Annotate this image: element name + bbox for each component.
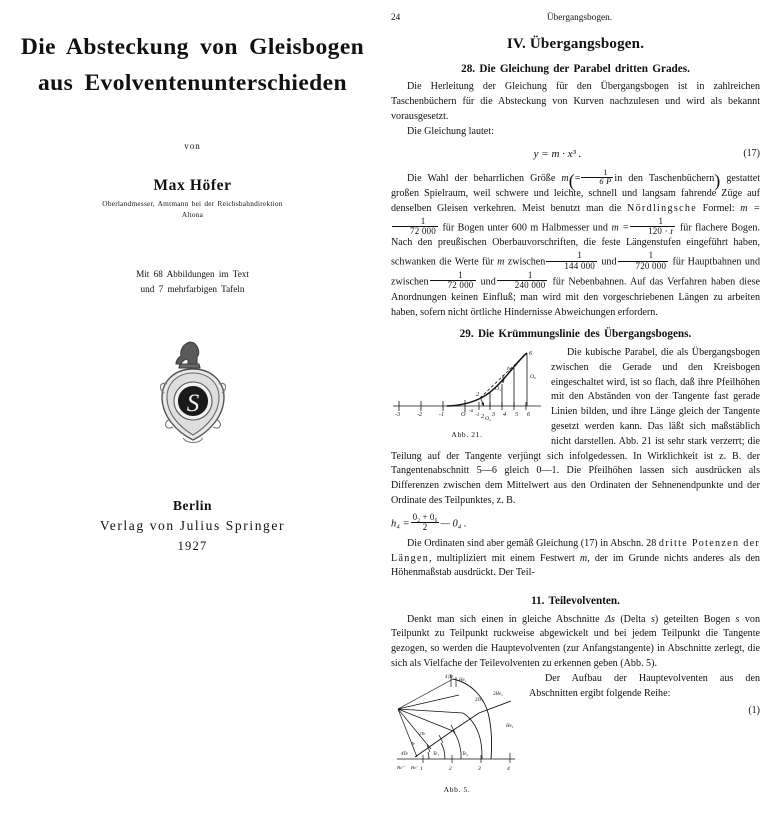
emblem-letter: S bbox=[186, 389, 199, 417]
fig21-xtick-5: 5 bbox=[515, 410, 519, 418]
fig5-xtick-1: 1 bbox=[420, 765, 423, 772]
fraction-1-over-120r bbox=[630, 217, 675, 237]
p28-3-text-m: und bbox=[601, 256, 617, 268]
fraction-1-over-72000 bbox=[392, 217, 438, 237]
author-affiliation bbox=[10, 199, 375, 221]
fraction-denominator: 72 000 bbox=[447, 280, 474, 291]
fig5-xtick-2: 2 bbox=[449, 765, 452, 772]
fraction-denominator: 720 000 bbox=[635, 260, 667, 271]
fraction-denominator: 144 000 bbox=[564, 260, 595, 271]
publisher-city: Berlin bbox=[173, 497, 212, 513]
paragraph-29-1: Die kubische Parabel, die als Übergangsbogen zwischen die Gerade und den Kreisbogen eingeschaltet wird, ist so flach, daß ihre Pfeilhöhen mit den Abständen von der Tangente fast gerade Linien bilden, und ihre Länge gleich der Tangente gesetzt werden kann. Das läßt sich maßstäblich nicht darstellen. Abb. 21 ist sehr stark verzerrt; die Teilung auf der Tangente verjüngt sich infolgedessen. In Wirklichkeit ist z. B. der Tangentenabschnitt 5—6 gleich 0—1. Die Pfeilhöhen lassen sich ausdrücken als Differenzen zwischen dem Mittelwert aus den Ordinaten der Sehnenendpunkte und der Ordinate des Teilpunktes, z. B. bbox=[391, 346, 760, 507]
paragraph-28-1: Die Herleitung der Gleichung für den Übergangsbogen ist in zahlreichen Taschenbüchern für die Absteckung von Kurven nachzulesen und wird als bekannt vorausgesetzt. bbox=[391, 81, 760, 122]
p28-3-text-c: in den Taschenbüchern bbox=[614, 172, 715, 184]
fraction-denominator: 240 000 bbox=[514, 280, 546, 291]
variable-m-1: m bbox=[561, 172, 569, 184]
fig21-xtick--2: -2 bbox=[417, 410, 423, 418]
fig21-label-O6: O₆ bbox=[530, 373, 536, 380]
figure-21-cubic-parabola-diagram bbox=[391, 348, 543, 422]
p28-3-text-n: für Hauptbahnen und zwischen bbox=[391, 256, 760, 288]
fraction-numerator: 1 bbox=[581, 169, 613, 179]
fraction-numerator: 1 bbox=[497, 271, 548, 281]
fraction-1-over-144000 bbox=[546, 251, 597, 271]
figure-5-caption: Abb. 5. bbox=[443, 784, 471, 794]
figure-abb-5 bbox=[393, 673, 521, 795]
p28-3-text-d: gestattet großen Spielraum, weil schwere und leichte, schnell und langsam fahrende Züge auf denselben Gleisen verkehren. Meist benutzt man die bbox=[391, 172, 760, 214]
body-page bbox=[385, 0, 768, 817]
fig5-label-Te1: Te₁ bbox=[433, 751, 440, 757]
by-word: von bbox=[184, 141, 201, 152]
chapter-heading: IV. Übergangsbogen. bbox=[506, 35, 645, 52]
fig21-label-O4: O₄ bbox=[495, 385, 501, 392]
equation-17-body: y = m · x³ . bbox=[533, 148, 582, 161]
fig21-xtick--3: -3 bbox=[395, 410, 401, 418]
fraction-1-over-240000 bbox=[497, 271, 548, 291]
fig21-label-O2: O₂ bbox=[485, 415, 491, 422]
fraction-1-over-720000 bbox=[618, 251, 669, 271]
publisher-emblem bbox=[10, 338, 375, 448]
p11-1-text-b: (Delta bbox=[620, 613, 646, 625]
fig5-label-He2: 3Te₂ bbox=[475, 697, 484, 703]
paragraph-29-2 bbox=[391, 537, 760, 581]
figure-21-caption: Abb. 21. bbox=[451, 429, 483, 439]
fraction-denominator: 2 bbox=[422, 522, 428, 533]
section-11-heading: 11. Teilevolventen. bbox=[531, 595, 620, 608]
fig21-xtick-1: -1 bbox=[475, 411, 480, 418]
h4-left-side: h₄ = bbox=[391, 518, 410, 530]
fig21-label-h4: h₄ bbox=[507, 365, 512, 372]
book-title bbox=[10, 30, 375, 101]
p28-3-text-p: für Nebenbahnen. Auf das Verfahren haben diese Anordnungen keinen Einfluß; man wird mit den vorgeschriebenen Längen zu arbeiten haben, sofern nicht örtliche Hindernisse Abweichungen erfordern. bbox=[391, 276, 760, 318]
figure-5-involute-diagram bbox=[393, 673, 521, 777]
book-title-line-1: Die Absteckung von Gleisbogen bbox=[20, 34, 365, 60]
p29-2-text-a: Die Ordinaten sind aber gemäß Gleichung (17) in Abschn. 28 bbox=[407, 537, 657, 549]
fig5-label-Te2: Te₂ bbox=[462, 751, 469, 757]
close-paren-big: ) bbox=[714, 169, 721, 190]
publisher-year: 1927 bbox=[177, 538, 208, 553]
p28-3-text-j: für flachere Bogen. Nach den preußischen Oberbauvorschriften, die feste Längenstufen eingeführt haben, schwanken die Werte für bbox=[391, 222, 760, 268]
variable-s-1: s bbox=[650, 613, 655, 625]
equation-17-number: (17) bbox=[743, 148, 760, 160]
equation-h4-row bbox=[391, 513, 760, 533]
m-equals-2: m = bbox=[611, 222, 630, 234]
variable-s-2: s bbox=[735, 613, 740, 625]
open-paren-big: ( bbox=[568, 169, 575, 190]
fig21-xtick-4: 4 bbox=[503, 410, 507, 418]
p11-1-text-a: Denkt man sich einen in gleiche Abschnitte bbox=[407, 613, 600, 625]
author-name: Max Höfer bbox=[153, 177, 232, 195]
fraction-denominator: 120 · r bbox=[648, 226, 674, 237]
fig5-label-top-right: He₁ bbox=[459, 677, 467, 683]
fig21-xtick--1: -1 bbox=[439, 410, 445, 418]
author-affiliation-line-1: Oberlandmesser, Amtmann bei der Reichsbahndirektion bbox=[102, 199, 283, 209]
fig5-label-He3: He₃ bbox=[506, 723, 514, 729]
fraction-denominator: 6 P bbox=[599, 177, 612, 187]
p28-3-text-l: zwischen bbox=[507, 256, 546, 268]
fig21-xtick-small-a: -a bbox=[469, 407, 474, 414]
fig5-label-mid-b: Te bbox=[411, 740, 416, 746]
delta-s-symbol: Δs bbox=[605, 613, 615, 625]
figure-abb-21 bbox=[391, 348, 543, 440]
book-title-line-2: aus Evolventenunterschieden bbox=[38, 69, 347, 96]
p29-2-emphasis: dritte Potenzen der Längen bbox=[391, 537, 761, 564]
fraction-numerator: 1 bbox=[430, 271, 476, 281]
m-equals-1: m = bbox=[740, 202, 761, 214]
fig5-label-2He2: 2He₂ bbox=[493, 691, 503, 697]
running-header bbox=[391, 12, 760, 26]
paragraph-11-2: Der Aufbau der Hauptevolventen aus den Abschnitten ergibt folgende Reihe: bbox=[529, 672, 760, 699]
equals-sign-1: = bbox=[574, 172, 581, 184]
fig21-point-2: 2 bbox=[476, 390, 480, 398]
section-11-body bbox=[391, 613, 760, 795]
p11-1-text-d: ) geteilten Bogen bbox=[654, 613, 731, 625]
fig21-xtick-O: O bbox=[461, 410, 466, 418]
publisher-name: Verlag von Julius Springer bbox=[99, 518, 286, 534]
fig5-label-top-left: 4|Te bbox=[445, 674, 454, 680]
fraction-numerator: 1 bbox=[630, 217, 675, 227]
paragraph-28-2: Die Gleichung lautet: bbox=[407, 125, 494, 137]
fig21-xtick-6: 6 bbox=[527, 410, 531, 418]
fig5-xtick-3: 3 bbox=[478, 765, 481, 772]
figures-note-line-2: und 7 mehrfarbigen Tafeln bbox=[140, 283, 245, 294]
fraction-1-over-72000-b bbox=[430, 271, 476, 291]
paragraph-28-3 bbox=[391, 169, 760, 321]
equation-17-row bbox=[391, 146, 760, 162]
fig5-label-mid-a: 2Te bbox=[419, 730, 426, 736]
running-head-title: Übergangsbogen. bbox=[546, 13, 613, 23]
p29-2-text-b: , multipliziert mit einem Festwert bbox=[429, 552, 575, 564]
fraction-numerator: 1 bbox=[546, 251, 597, 261]
fig5-label-te0: 4Te bbox=[401, 751, 408, 757]
p29-2-text-d: , der im Grunde nichts anderes als den Höhenmaßstab ausdrückt. Der Teil- bbox=[391, 552, 760, 579]
fraction-h4 bbox=[411, 513, 440, 533]
fraction-numerator: 1 bbox=[618, 251, 669, 261]
p28-3-text-f: Formel: bbox=[702, 202, 735, 214]
fraction-1-over-6P bbox=[581, 169, 613, 187]
figures-note bbox=[10, 267, 375, 296]
p11-1-text-f: von Teilpunkt zu Teilpunkt ruckweise abgewickelt und bei jedem Teilpunkt die Tangente gezogen, so werden die Hauptevolventen (zur Anfangstangente) in Abschnitte zerlegt, die sich als Vielfache der Teilevolventen zu erkennen geben (Abb. 5). bbox=[391, 613, 760, 670]
section-29-body bbox=[391, 346, 760, 581]
publisher-block bbox=[10, 496, 375, 555]
fraction-denominator: 72 000 bbox=[410, 226, 436, 237]
section-29-heading: 29. Die Krümmungslinie des Übergangsbogens. bbox=[459, 328, 692, 341]
variable-m-2: m bbox=[497, 256, 505, 268]
noerdlingsche-name: Nördlingsche bbox=[627, 202, 697, 214]
equation-1-number: (1) bbox=[748, 704, 760, 716]
page-folio-number: 24 bbox=[391, 13, 401, 23]
fig21-point-6: 6 bbox=[529, 349, 533, 357]
author-affiliation-line-2: Altona bbox=[181, 210, 204, 220]
p28-3-text-h: für Bogen unter 600 m Halbmesser und bbox=[442, 222, 608, 234]
fig5-label-origin-left: He'' bbox=[397, 764, 405, 770]
fraction-numerator: 1 bbox=[392, 217, 438, 227]
p28-3-text-o: und bbox=[480, 276, 496, 288]
fraction-numerator: 0₂ + 0₆ bbox=[412, 511, 438, 522]
fig21-xtick-3: 3 bbox=[492, 410, 496, 418]
section-28-heading: 28. Die Gleichung der Parabel dritten Grades. bbox=[461, 62, 690, 75]
fig21-xtick-2: 2 bbox=[481, 412, 485, 420]
fig5-label-origin-right: He' bbox=[411, 764, 418, 770]
figures-note-line-1: Mit 68 Abbildungen im Text bbox=[136, 269, 249, 280]
fig5-xtick-4: 4 bbox=[507, 765, 510, 772]
variable-m-3: m bbox=[579, 552, 588, 564]
h4-right-side: — 0₄ . bbox=[440, 518, 467, 530]
springer-knight-shield-icon bbox=[150, 339, 236, 447]
p28-3-text-a: Die Wahl der beharrlichen Größe bbox=[407, 172, 556, 184]
paragraph-11-1-first-line bbox=[391, 613, 760, 672]
